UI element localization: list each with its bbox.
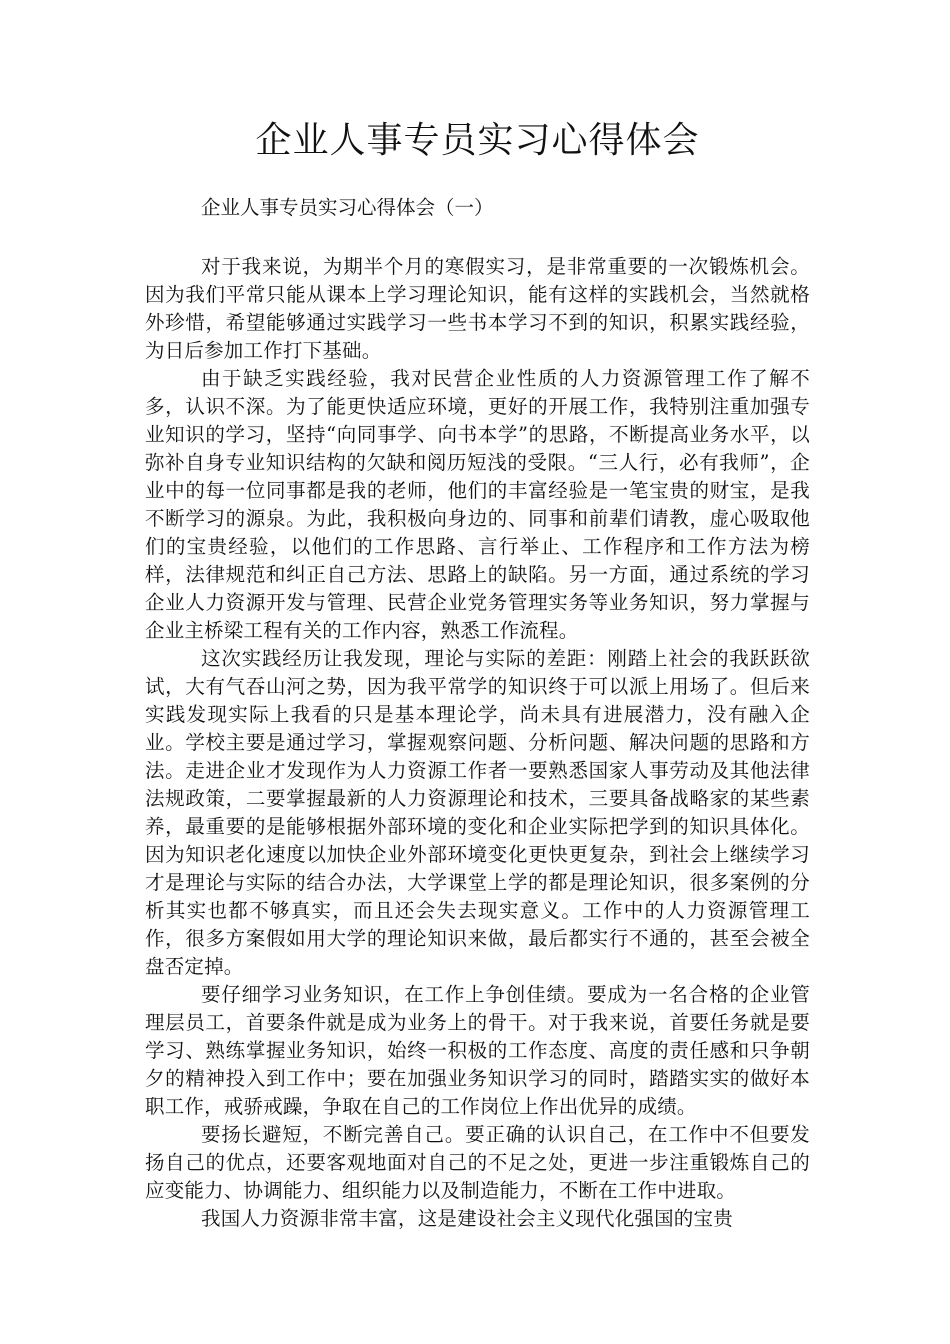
paragraph: 由于缺乏实践经验，我对民营企业性质的人力资源管理工作了解不多，认识不深。为了能更快适应环境，更好的开展工作，我特别注重加强专业知识的学习，坚持“向同事学、向书本学”的思路，不断提高业务水平，以弥补自身专业知识结构的欠缺和阅历短浅的受限。“三人行，必有我师”，企业中的每一位同事都是我的老师，他们的丰富经验是一笔宝贵的财宝，是我不断学习的源泉。为此，我积极向身边的、同事和前辈们请教，虚心吸取他们的宝贵经验，以他们的工作思路、言行举止、工作程序和工作方法为榜样，法律规范和纠正自己方法、思路上的缺陷。另一方面，通过系统的学习企业人力资源开发与管理、民营企业党务管理实务等业务知识，努力掌握与企业主桥梁工程有关的工作内容，熟悉工作流程。 bbox=[145, 366, 810, 642]
document-page bbox=[145, 118, 810, 1233]
paragraph: 要扬长避短，不断完善自己。要正确的认识自己，在工作中不但要发扬自己的优点，还要客观地面对自己的不足之处，更进一步注重锻炼自己的应变能力、协调能力、组织能力以及制造能力，不断在工作中进取。 bbox=[145, 1122, 810, 1202]
document-title: 企业人事专员实习心得体会 bbox=[255, 120, 700, 161]
document-body bbox=[145, 253, 810, 1233]
paragraph: 这次实践经历让我发现，理论与实际的差距：刚踏上社会的我跃跃欲试，大有气吞山河之势，因为我平常学的知识终于可以派上用场了。但后来实践发现实际上我看的只是基本理论学，尚未具有进展潜力，没有融入企业。学校主要是通过学习，掌握观察问题、分析问题、解决问题的思路和方法。走进企业才发现作为人力资源工作者一要熟悉国家人事劳动及其他法律法规政策，二要掌握最新的人力资源理论和技术，三要具备战略家的某些素养，最重要的是能够根据外部环境的变化和企业实际把学到的知识具体化。因为知识老化速度以加快企业外部环境变化更快更复杂，到社会上继续学习才是理论与实际的结合办法，大学课堂上学的都是理论知识，很多案例的分析其实也都不够真实，而且还会失去现实意义。工作中的人力资源管理工作，很多方案假如用大学的理论知识来做，最后都实行不通的，甚至会被全盘否定掉。 bbox=[145, 646, 810, 978]
document-subtitle: 企业人事专员实习心得体会（一） bbox=[201, 195, 494, 219]
paragraph: 对于我来说，为期半个月的寒假实习，是非常重要的一次锻炼机会。因为我们平常只能从课本上学习理论知识，能有这样的实践机会，当然就格外珍惜，希望能够通过实践学习一些书本学习不到的知识，积累实践经验，为日后参加工作打下基础。 bbox=[145, 254, 810, 362]
paragraph: 要仔细学习业务知识，在工作上争创佳绩。要成为一名合格的企业管理层员工，首要条件就是成为业务上的骨干。对于我来说，首要任务就是要学习、熟练掌握业务知识，始终一积极的工作态度、高度的责任感和只争朝夕的精神投入到工作中；要在加强业务知识学习的同时，踏踏实实的做好本职工作，戒骄戒躁，争取在自己的工作岗位上作出优异的成绩。 bbox=[145, 982, 810, 1118]
paragraph: 我国人力资源非常丰富，这是建设社会主义现代化强国的宝贵 bbox=[201, 1206, 733, 1230]
